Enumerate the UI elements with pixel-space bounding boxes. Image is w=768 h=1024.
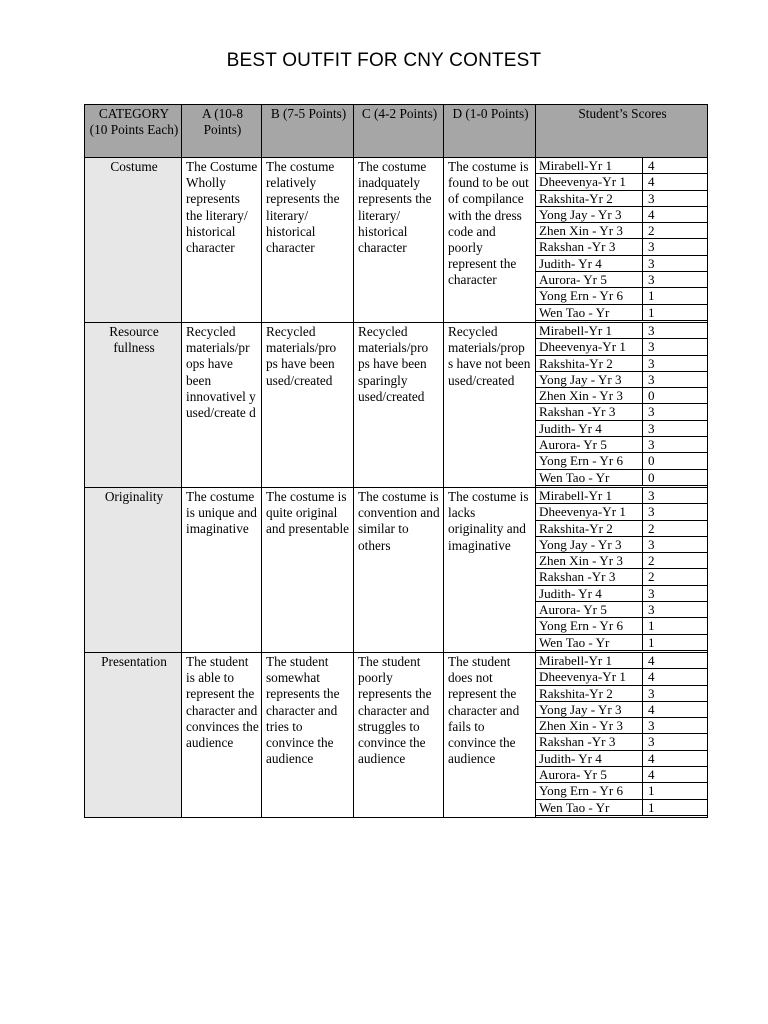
score-row — [536, 158, 707, 174]
student-scores-cell — [536, 653, 708, 818]
score-row — [536, 799, 707, 815]
score-row — [536, 239, 707, 255]
level-d-description: The student does not represent the character and fails to convince the audience — [444, 653, 536, 818]
score-row — [536, 190, 707, 206]
student-name: Mirabell-Yr 1 — [536, 323, 643, 339]
student-scores-table — [536, 653, 707, 816]
header-c: C (4-2 Points) — [354, 105, 444, 158]
student-score: 4 — [643, 669, 708, 685]
student-score: 1 — [643, 288, 708, 304]
score-row — [536, 469, 707, 485]
student-score: 4 — [643, 750, 708, 766]
student-name: Dheevenya-Yr 1 — [536, 504, 643, 520]
student-score: 4 — [643, 158, 708, 174]
score-row — [536, 272, 707, 288]
student-name: Rakshan -Yr 3 — [536, 404, 643, 420]
level-d-description: The costume is lacks originality and imaginative — [444, 488, 536, 653]
level-a-description: The student is able to represent the character and convinces the audience — [182, 653, 262, 818]
student-score: 0 — [643, 453, 708, 469]
student-scores-table — [536, 158, 707, 321]
level-b-description: The student somewhat represents the character and tries to convince the audience — [262, 653, 354, 818]
student-score: 3 — [643, 504, 708, 520]
student-score: 3 — [643, 437, 708, 453]
student-score: 3 — [643, 272, 708, 288]
student-score: 3 — [643, 355, 708, 371]
student-score: 3 — [643, 239, 708, 255]
score-row — [536, 701, 707, 717]
score-row — [536, 536, 707, 552]
student-score: 3 — [643, 585, 708, 601]
student-scores-table — [536, 323, 707, 486]
level-c-description: The student poorly represents the character and struggles to convince the audience — [354, 653, 444, 818]
student-name: Aurora- Yr 5 — [536, 602, 643, 618]
score-row — [536, 734, 707, 750]
student-name: Yong Jay - Yr 3 — [536, 371, 643, 387]
score-row — [536, 288, 707, 304]
score-row — [536, 669, 707, 685]
score-row — [536, 602, 707, 618]
header-b: B (7-5 Points) — [262, 105, 354, 158]
student-name: Zhen Xin - Yr 3 — [536, 388, 643, 404]
student-name: Wen Tao - Yr — [536, 469, 643, 485]
student-score: 3 — [643, 339, 708, 355]
level-c-description: Recycled materials/pro ps have been sparingly used/created — [354, 323, 444, 488]
student-name: Mirabell-Yr 1 — [536, 158, 643, 174]
student-name: Mirabell-Yr 1 — [536, 653, 643, 669]
score-row — [536, 488, 707, 504]
score-row — [536, 653, 707, 669]
student-score: 4 — [643, 174, 708, 190]
student-name: Rakshan -Yr 3 — [536, 239, 643, 255]
student-score: 0 — [643, 388, 708, 404]
student-scores-table — [536, 488, 707, 651]
header-scores: Student’s Scores — [536, 105, 708, 158]
student-score: 3 — [643, 734, 708, 750]
page-title: BEST OUTFIT FOR CNY CONTEST — [226, 50, 542, 71]
score-row — [536, 437, 707, 453]
student-score: 0 — [643, 469, 708, 485]
score-row — [536, 223, 707, 239]
score-row — [536, 750, 707, 766]
student-score: 3 — [643, 404, 708, 420]
student-name: Yong Jay - Yr 3 — [536, 206, 643, 222]
score-row — [536, 718, 707, 734]
rubric-body — [85, 158, 708, 818]
criterion-row — [85, 653, 708, 818]
student-name: Yong Ern - Yr 6 — [536, 288, 643, 304]
score-row — [536, 553, 707, 569]
student-name: Rakshita-Yr 2 — [536, 520, 643, 536]
header-category: CATEGORY (10 Points Each) — [85, 105, 182, 158]
criterion-row — [85, 323, 708, 488]
student-name: Wen Tao - Yr — [536, 799, 643, 815]
student-score: 4 — [643, 206, 708, 222]
student-name: Yong Ern - Yr 6 — [536, 618, 643, 634]
criterion-row — [85, 488, 708, 653]
level-d-description: Recycled materials/prop s have not been used/created — [444, 323, 536, 488]
score-row — [536, 255, 707, 271]
criterion-name: Originality — [85, 488, 182, 653]
level-c-description: The costume is convention and similar to others — [354, 488, 444, 653]
student-name: Judith- Yr 4 — [536, 585, 643, 601]
student-name: Yong Jay - Yr 3 — [536, 536, 643, 552]
level-a-description: The Costume Wholly represents the literary/ historical character — [182, 158, 262, 323]
score-row — [536, 388, 707, 404]
score-row — [536, 404, 707, 420]
student-name: Zhen Xin - Yr 3 — [536, 718, 643, 734]
student-score: 3 — [643, 255, 708, 271]
score-row — [536, 355, 707, 371]
student-score: 4 — [643, 767, 708, 783]
student-score: 2 — [643, 553, 708, 569]
student-score: 4 — [643, 653, 708, 669]
score-row — [536, 174, 707, 190]
student-score: 3 — [643, 685, 708, 701]
student-name: Wen Tao - Yr — [536, 304, 643, 320]
student-score: 3 — [643, 190, 708, 206]
student-score: 3 — [643, 602, 708, 618]
level-c-description: The costume inadquately represents the literary/ historical character — [354, 158, 444, 323]
student-name: Judith- Yr 4 — [536, 750, 643, 766]
student-score: 2 — [643, 569, 708, 585]
student-score: 1 — [643, 304, 708, 320]
header-row — [85, 105, 708, 158]
criterion-name: Resource fullness — [85, 323, 182, 488]
student-score: 1 — [643, 799, 708, 815]
criterion-name: Costume — [85, 158, 182, 323]
student-name: Zhen Xin - Yr 3 — [536, 553, 643, 569]
student-score: 3 — [643, 371, 708, 387]
level-d-description: The costume is found to be out of compilance with the dress code and poorly represent the character — [444, 158, 536, 323]
student-scores-cell — [536, 158, 708, 323]
score-row — [536, 569, 707, 585]
student-name: Rakshan -Yr 3 — [536, 569, 643, 585]
rubric-table — [84, 104, 708, 818]
student-name: Judith- Yr 4 — [536, 255, 643, 271]
student-name: Rakshita-Yr 2 — [536, 190, 643, 206]
student-name: Dheevenya-Yr 1 — [536, 174, 643, 190]
student-score: 1 — [643, 783, 708, 799]
score-row — [536, 504, 707, 520]
level-b-description: Recycled materials/pro ps have been used/created — [262, 323, 354, 488]
student-name: Dheevenya-Yr 1 — [536, 339, 643, 355]
student-name: Yong Jay - Yr 3 — [536, 701, 643, 717]
student-name: Aurora- Yr 5 — [536, 767, 643, 783]
level-a-description: The costume is unique and imaginative — [182, 488, 262, 653]
criterion-name: Presentation — [85, 653, 182, 818]
student-scores-cell — [536, 488, 708, 653]
student-score: 3 — [643, 488, 708, 504]
score-row — [536, 339, 707, 355]
student-name: Rakshita-Yr 2 — [536, 685, 643, 701]
score-row — [536, 371, 707, 387]
score-row — [536, 634, 707, 650]
student-name: Aurora- Yr 5 — [536, 272, 643, 288]
student-score: 2 — [643, 520, 708, 536]
score-row — [536, 323, 707, 339]
student-name: Dheevenya-Yr 1 — [536, 669, 643, 685]
student-score: 2 — [643, 223, 708, 239]
score-row — [536, 520, 707, 536]
score-row — [536, 420, 707, 436]
student-score: 3 — [643, 536, 708, 552]
student-score: 4 — [643, 701, 708, 717]
student-scores-cell — [536, 323, 708, 488]
criterion-row — [85, 158, 708, 323]
level-b-description: The costume relatively represents the literary/ historical character — [262, 158, 354, 323]
student-name: Rakshita-Yr 2 — [536, 355, 643, 371]
score-row — [536, 783, 707, 799]
student-score: 3 — [643, 718, 708, 734]
score-row — [536, 618, 707, 634]
header-a: A (10-8 Points) — [182, 105, 262, 158]
student-name: Mirabell-Yr 1 — [536, 488, 643, 504]
score-row — [536, 206, 707, 222]
student-name: Yong Ern - Yr 6 — [536, 783, 643, 799]
student-score: 1 — [643, 618, 708, 634]
student-name: Zhen Xin - Yr 3 — [536, 223, 643, 239]
score-row — [536, 304, 707, 320]
student-score: 3 — [643, 323, 708, 339]
level-a-description: Recycled materials/pr ops have been innovativel y used/create d — [182, 323, 262, 488]
score-row — [536, 767, 707, 783]
score-row — [536, 685, 707, 701]
student-name: Judith- Yr 4 — [536, 420, 643, 436]
score-row — [536, 585, 707, 601]
student-name: Rakshan -Yr 3 — [536, 734, 643, 750]
student-score: 3 — [643, 420, 708, 436]
header-d: D (1-0 Points) — [444, 105, 536, 158]
student-name: Wen Tao - Yr — [536, 634, 643, 650]
level-b-description: The costume is quite original and presentable — [262, 488, 354, 653]
student-name: Aurora- Yr 5 — [536, 437, 643, 453]
student-name: Yong Ern - Yr 6 — [536, 453, 643, 469]
score-row — [536, 453, 707, 469]
student-score: 1 — [643, 634, 708, 650]
